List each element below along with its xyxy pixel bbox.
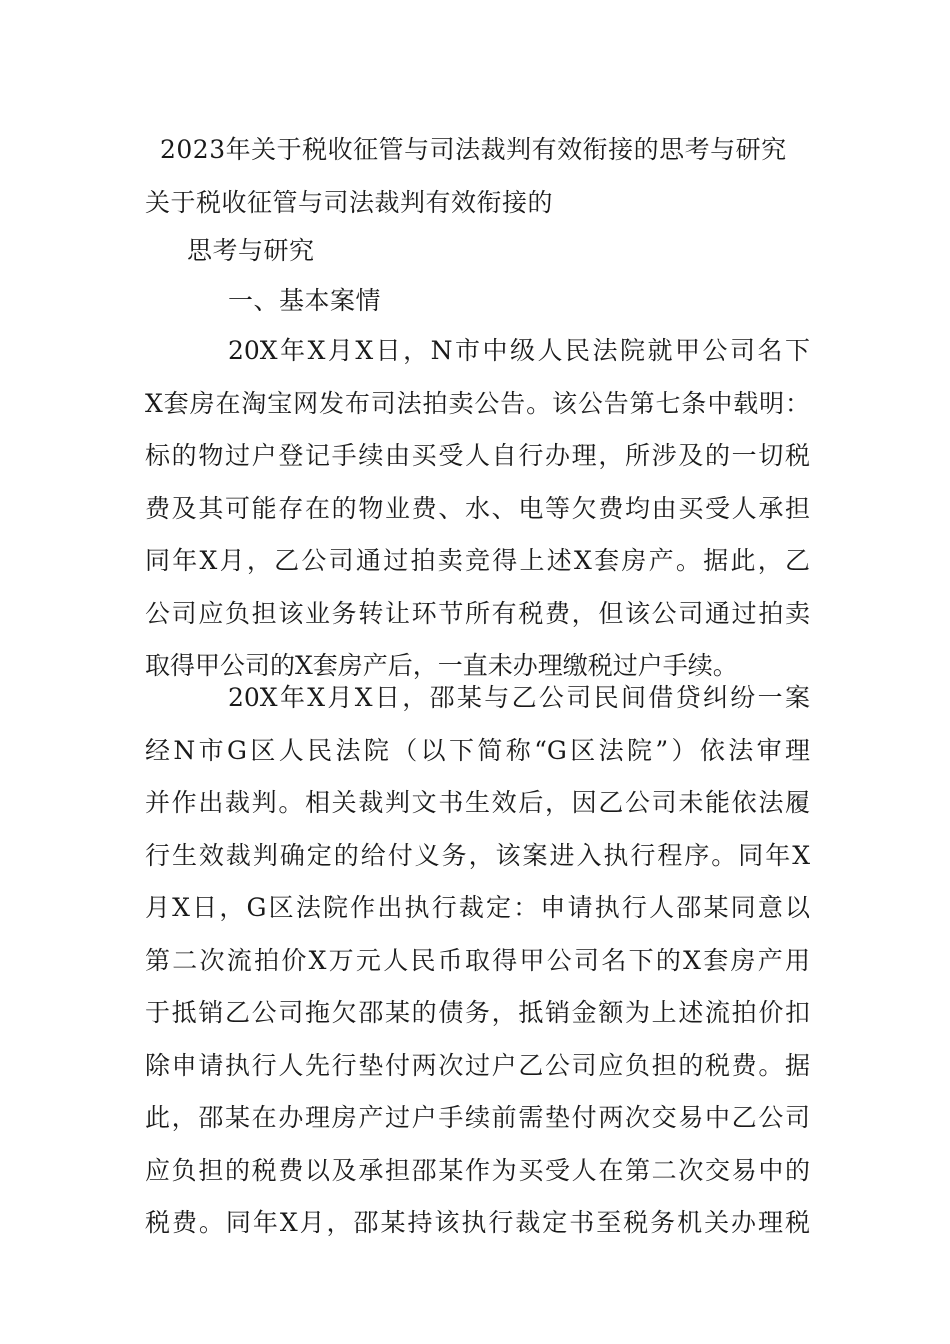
paragraph-line: X套房在淘宝网发布司法拍卖公告。该公告第七条中载明： [145,388,810,418]
paragraph-line: 除申请执行人先行垫付两次过户乙公司应负担的税费。据 [145,1050,810,1080]
paragraph-line: 费及其可能存在的物业费、水、电等欠费均由买受人承担 [145,493,810,523]
paragraph-line: 标的物过户登记手续由买受人自行办理，所涉及的一切税 [145,441,810,470]
paragraph-line: 并作出裁判。相关裁判文书生效后，因乙公司未能依法履 [145,788,810,817]
paragraph-line: 同年X月，乙公司通过拍卖竞得上述X套房产。据此，乙 [145,546,810,575]
paragraph-line: 此，邵某在办理房产过户手续前需垫付两次交易中乙公司 [145,1103,810,1132]
paragraph-line: 行生效裁判确定的给付义务，该案进入执行程序。同年X [145,840,810,870]
paragraph-line: 于抵销乙公司拖欠邵某的债务，抵销金额为上述流拍价扣 [145,998,810,1027]
paragraph-line: 月X日，G区法院作出执行裁定：申请执行人邵某同意以 [145,893,810,922]
paragraph-line: 应负担的税费以及承担邵某作为买受人在第二次交易中的 [145,1155,810,1185]
section-heading: 一、基本案情 [228,286,382,315]
paragraph-1 [145,334,810,702]
paragraph-line: 经N市G区人民法院（以下简称“G区法院”）依法审理 [145,735,810,765]
document-title-line-1: 2023年关于税收征管与司法裁判有效衔接的思考与研究 [160,135,787,164]
paragraph-line: 20X年X月X日，N市中级人民法院就甲公司名下 [228,336,810,365]
document-title-line-2: 关于税收征管与司法裁判有效衔接的 [145,188,554,217]
paragraph-line: 税费。同年X月，邵某持该执行裁定书至税务机关办理税 [145,1208,810,1237]
document-title-line-3: 思考与研究 [187,236,315,265]
paragraph-line: 20X年X月X日，邵某与乙公司民间借贷纠纷一案 [228,683,810,712]
paragraph-line: 公司应负担该业务转让环节所有税费，但该公司通过拍卖 [145,598,810,628]
paragraph-2 [145,681,810,1259]
paragraph-line: 第二次流拍价X万元人民币取得甲公司名下的X套房产用 [145,945,810,975]
paragraph-line: 取得甲公司的X套房产后，一直未办理缴税过户手续。 [145,651,738,680]
